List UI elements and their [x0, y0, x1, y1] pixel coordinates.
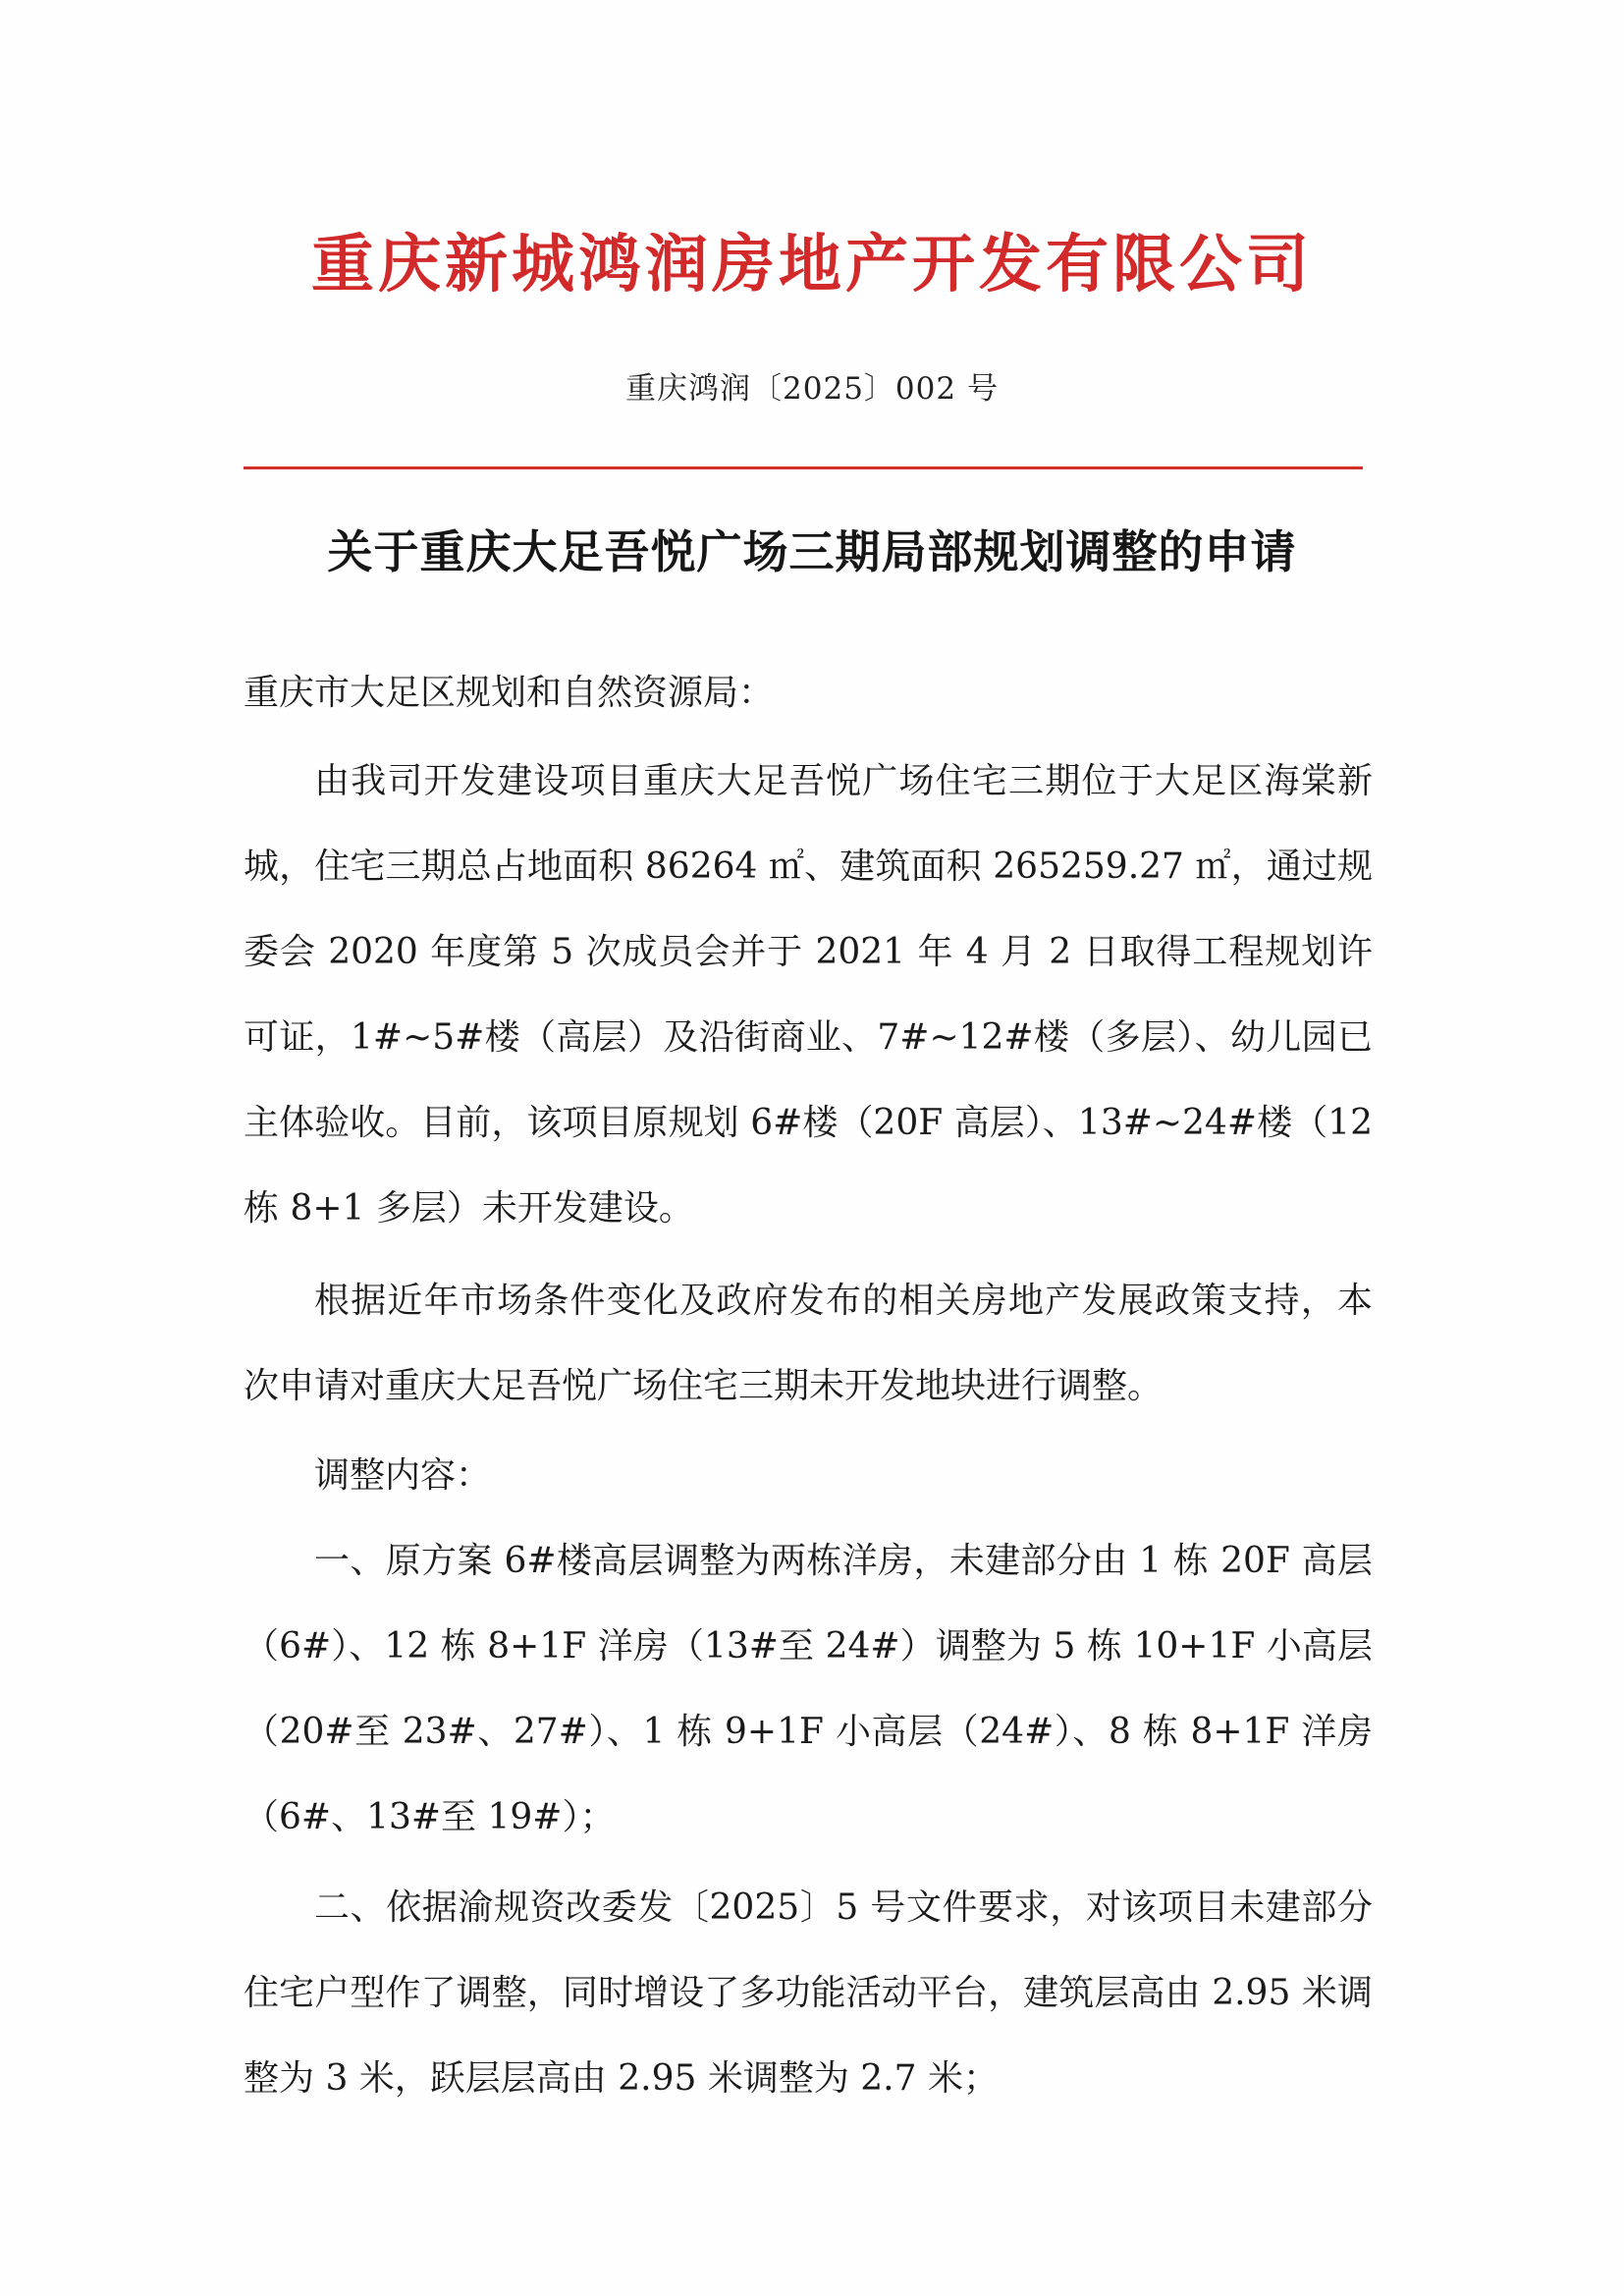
- paragraph-adjustment-item-2: 二、依据渝规资改委发〔2025〕5 号文件要求，对该项目未建部分住宅户型作了调整，同时增设了多功能活动平台，建筑层高由 2.95 米调整为 3 米，跃层层高由 2.95 米调整为 2.7 米；: [244, 1887, 1373, 2099]
- document-number: 重庆鸿润〔2025〕002 号: [625, 371, 999, 407]
- document-title: 关于重庆大足吾悦广场三期局部规划调整的申请: [327, 525, 1297, 578]
- paragraph-adjustment-heading: 调整内容：: [314, 1455, 492, 1496]
- paragraph-adjustment-reason: 根据近年市场条件变化及政府发布的相关房地产发展政策支持，本次申请对重庆大足吾悦广场住宅三期未开发地块进行调整。: [244, 1281, 1373, 1406]
- company-letterhead: 重庆新城鸿润房地产开发有限公司: [311, 229, 1313, 301]
- letterhead-divider: [244, 466, 1363, 469]
- paragraph-project-background: 由我司开发建设项目重庆大足吾悦广场住宅三期位于大足区海棠新城，住宅三期总占地面积 86264 ㎡、建筑面积 265259.27 ㎡，通过规委会 2020 年度第 5 次成员会并于 2021 年 4 月 2 日取得工程规划许可证，1#~5#楼（高层）及沿街商业、7#~12#楼（多层）、幼儿园已主体验收。目前，该项目原规划 6#楼（20F 高层）、13#~24#楼（12 栋 8+1 多层）未开发建设。: [244, 761, 1373, 1229]
- paragraph-adjustment-item-1: 一、原方案 6#楼高层调整为两栋洋房，未建部分由 1 栋 20F 高层（6#）、12 栋 8+1F 洋房（13#至 24#）调整为 5 栋 10+1F 小高层（20#至 23#、27#）、1 栋 9+1F 小高层（24#）、8 栋 8+1F 洋房（6#、13#至 19#）；: [244, 1541, 1373, 1837]
- salutation: 重庆市大足区规划和自然资源局：: [244, 673, 775, 713]
